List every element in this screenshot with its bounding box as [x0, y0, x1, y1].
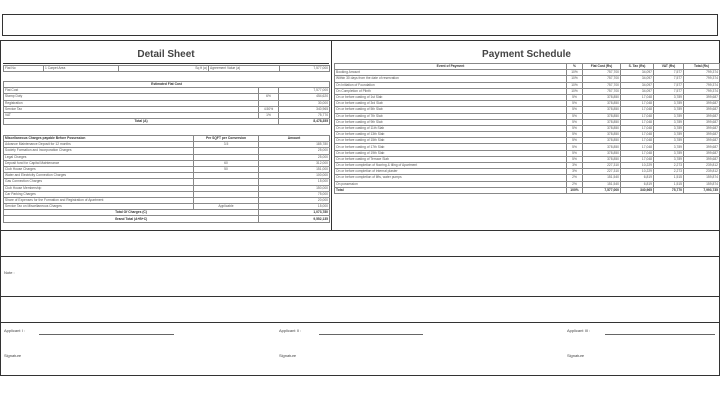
misc-charge-row-cell: 25,000: [259, 154, 330, 160]
payment-row-cell: 3%: [567, 169, 583, 175]
payment-row-cell: 7,577: [654, 70, 684, 76]
misc-charge-row-cell: Club House Charges: [4, 166, 194, 172]
applicant-2-line[interactable]: [319, 334, 423, 335]
payment-row-cell: 2,273: [654, 163, 684, 169]
sqft-label: Sq ft (a): [119, 66, 209, 72]
payment-row-cell: On or before casting of 13th Slab: [335, 132, 567, 138]
detail-sheet: [3, 43, 329, 228]
misc-charge-row-cell: 312,000: [259, 160, 330, 166]
payment-row-cell: 17,048: [621, 94, 654, 100]
payment-row-cell: 799,374: [684, 76, 720, 82]
estimated-cost-row-cell: Registration: [4, 100, 259, 106]
payment-row-cell: 7,577: [654, 88, 684, 94]
estimated-cost-row-cell: 340,965: [279, 106, 330, 112]
misc-charge-row-cell: Advance Maintenance Deposit for 12 months: [4, 142, 194, 148]
payment-row-cell: 5%: [567, 107, 583, 113]
payment-row-cell: 3,789: [654, 138, 684, 144]
payment-row-cell: 159,874: [684, 175, 720, 181]
payment-row-cell: 5%: [567, 119, 583, 125]
payment-row-cell: On or before casting of 3rd Slab: [335, 101, 567, 107]
payment-row-cell: 10%: [567, 76, 583, 82]
payment-row-cell: 757,700: [583, 70, 621, 76]
misc-charge-row-cell: Share of Expenses for the Formation and Registration of Apartment: [4, 197, 194, 203]
payment-row-cell: 3,789: [654, 113, 684, 119]
misc-charge-row-cell: 150,000: [259, 185, 330, 191]
payment-row-cell: Within 30 days from the date of reservation: [335, 76, 567, 82]
payment-row-cell: 399,687: [684, 101, 720, 107]
payment-row-cell: 3,789: [654, 132, 684, 138]
detail-sheet-title: Detail Sheet: [137, 49, 195, 60]
payment-row-cell: 378,850: [583, 113, 621, 119]
misc-header-description: Miscellaneous Charges payable Before Possession: [4, 136, 194, 142]
misc-charge-row-cell: Car Parking Charges: [4, 191, 194, 197]
payment-row-cell: 2%: [567, 181, 583, 187]
payment-row-cell: 757,700: [583, 88, 621, 94]
payment-row-cell: 17,048: [621, 138, 654, 144]
payment-row-cell: 399,687: [684, 119, 720, 125]
schedule-total-vat: 75,770: [654, 187, 684, 193]
applicant-3-label: Applicant III :: [567, 328, 591, 333]
payment-row-cell: Booking Amount: [335, 70, 567, 76]
payment-row-cell: 17,048: [621, 150, 654, 156]
note-top-divider: [1, 256, 719, 257]
payment-row-cell: 7,577: [654, 76, 684, 82]
misc-charges-table: [3, 135, 330, 223]
payment-row-cell: 17,048: [621, 125, 654, 131]
payment-row-cell: 227,310: [583, 163, 621, 169]
misc-charge-row-cell: 15,000: [259, 204, 330, 210]
payment-row-cell: 3,789: [654, 107, 684, 113]
payment-row-cell: On or before casting of 19th Slab: [335, 150, 567, 156]
payment-row-cell: 399,687: [684, 138, 720, 144]
payment-row-cell: 799,374: [684, 88, 720, 94]
payment-row-cell: 3,789: [654, 125, 684, 131]
payment-row-cell: 17,048: [621, 119, 654, 125]
payment-row-cell: On or before completion of flooring & tiling of Apartment: [335, 163, 567, 169]
payment-row-cell: On or before casting of 15th Slab: [335, 138, 567, 144]
payment-row-cell: 399,687: [684, 144, 720, 150]
misc-charge-row-cell: Society Formation and Incorporation Charges: [4, 148, 194, 154]
payment-row-cell: 3,789: [654, 94, 684, 100]
payment-row-cell: 378,850: [583, 94, 621, 100]
payment-row-cell: 17,048: [621, 107, 654, 113]
signature-3-label: Signature: [567, 353, 585, 358]
misc-charge-row-cell: 3.5: [194, 142, 259, 148]
misc-charge-row-cell: 100,000: [259, 173, 330, 179]
estimated-cost-row-cell: 7,577,000: [279, 88, 330, 94]
grand-total-value: 9,552,135: [259, 216, 330, 222]
payment-schedule-title: Payment Schedule: [482, 49, 571, 60]
misc-charge-row-cell: Legal Charges: [4, 154, 194, 160]
payment-row-cell: On possession: [335, 181, 567, 187]
payment-row-cell: 378,850: [583, 107, 621, 113]
applicant-1-label: Applicant I :: [4, 328, 25, 333]
payment-row-cell: 757,700: [583, 76, 621, 82]
payment-row-cell: On or before casting of 7th Slab: [335, 113, 567, 119]
misc-charge-row-cell: 75,000: [259, 191, 330, 197]
payment-row-cell: 3,789: [654, 144, 684, 150]
payment-row-cell: 378,850: [583, 156, 621, 162]
payment-row-cell: 2,273: [654, 169, 684, 175]
estimated-cost-row-cell: Stamp Duty: [4, 94, 259, 100]
schedule-header-vat: VAT (Rs): [654, 64, 684, 70]
applicant-3-line[interactable]: [605, 334, 715, 335]
payment-row-cell: On Completion of Plinth: [335, 88, 567, 94]
payment-row-cell: 399,687: [684, 94, 720, 100]
payment-row-cell: 7,577: [654, 82, 684, 88]
applicant-1-line[interactable]: [39, 334, 174, 335]
payment-row-cell: 151,540: [583, 181, 621, 187]
payment-row-cell: 5%: [567, 101, 583, 107]
top-title-bar: [2, 14, 718, 36]
payment-row-cell: 399,687: [684, 132, 720, 138]
estimated-cost-table: [3, 81, 330, 125]
payment-row-cell: 2%: [567, 175, 583, 181]
payment-row-cell: 399,687: [684, 107, 720, 113]
payment-row-cell: 6,819: [621, 181, 654, 187]
payment-row-cell: 34,097: [621, 70, 654, 76]
signature-2-label: Signature: [279, 353, 297, 358]
payment-row-cell: 151,540: [583, 175, 621, 181]
payment-row-cell: 378,850: [583, 119, 621, 125]
schedule-total-service-tax: 340,965: [621, 187, 654, 193]
misc-charge-row-cell: Service Tax on Miscellaneous Charges: [4, 204, 194, 210]
schedule-header-flat-cost: Flat Cost (Rs): [583, 64, 621, 70]
sheet-divider: [331, 41, 332, 230]
misc-charge-row-cell: Deposit fund for Capital Maintenance: [4, 160, 194, 166]
payment-row-cell: 378,850: [583, 132, 621, 138]
misc-header-amount: Amount: [259, 136, 330, 142]
payment-row-cell: On or before casting of 9th Slab: [335, 119, 567, 125]
payment-row-cell: 227,310: [583, 169, 621, 175]
misc-charge-row-cell: 25,000: [259, 148, 330, 154]
estimated-cost-row-cell: 75,770: [279, 112, 330, 118]
estimated-cost-row-cell: 1%: [259, 112, 279, 118]
misc-charge-row-cell: 20,000: [259, 197, 330, 203]
estimated-cost-row-cell: Service Tax: [4, 106, 259, 112]
payment-row-cell: 17,048: [621, 113, 654, 119]
applicant-divider: [1, 322, 719, 323]
payment-row-cell: 378,850: [583, 101, 621, 107]
payment-row-cell: 3,789: [654, 156, 684, 162]
payment-row-cell: 10%: [567, 70, 583, 76]
payment-row-cell: 378,850: [583, 125, 621, 131]
payment-schedule-table: [334, 63, 720, 194]
misc-charge-row-cell: Club House Membership: [4, 185, 194, 191]
document-frame: [0, 40, 720, 376]
signature-1-label: Signature: [4, 353, 22, 358]
payment-row-cell: On or before casting of 1st Slab: [335, 94, 567, 100]
estimated-cost-heading: Estimated Flat Cost: [4, 82, 330, 88]
estimated-cost-row-cell: VAT: [4, 112, 259, 118]
misc-charge-row-cell: 151,000: [259, 166, 330, 172]
payment-row-cell: 10,229: [621, 163, 654, 169]
payment-row-cell: 34,097: [621, 88, 654, 94]
misc-charge-row-cell: Applicable: [194, 204, 259, 210]
misc-charge-row-cell: Gas Connection Charges: [4, 179, 194, 185]
flat-no-label: Flat No: [4, 66, 44, 72]
payment-row-cell: On or before completion of internal plaster: [335, 169, 567, 175]
agreement-value: 7,577,000: [280, 66, 330, 72]
payment-row-cell: 5%: [567, 138, 583, 144]
payment-row-cell: 5%: [567, 113, 583, 119]
payment-row-cell: 757,700: [583, 82, 621, 88]
schedule-header-total: Total (Rs): [684, 64, 720, 70]
payment-row-cell: 3,789: [654, 101, 684, 107]
schedule-total-label: Total: [335, 187, 567, 193]
estimated-cost-row-cell: Flat Cost: [4, 88, 259, 94]
payment-row-cell: 378,850: [583, 138, 621, 144]
grand-total-label: Grand Total (A+B+C): [4, 216, 259, 222]
payment-row-cell: 3,789: [654, 150, 684, 156]
payment-row-cell: On or before casting of 5th Slab: [335, 107, 567, 113]
applicant-2-label: Applicant II :: [279, 328, 302, 333]
payment-row-cell: 10,229: [621, 169, 654, 175]
payment-row-cell: On or before casting of 11th Slab: [335, 125, 567, 131]
payment-row-cell: On or before completion of lifts, water pumps: [335, 175, 567, 181]
payment-row-cell: 1,515: [654, 181, 684, 187]
estimated-cost-row-cell: 30,000: [279, 100, 330, 106]
payment-row-cell: 5%: [567, 94, 583, 100]
schedule-total-amount: 7,993,735: [684, 187, 720, 193]
schedule-header-percent: %: [567, 64, 583, 70]
payment-row-cell: 17,048: [621, 132, 654, 138]
payment-row-cell: 239,812: [684, 163, 720, 169]
payment-row-cell: 5%: [567, 156, 583, 162]
schedule-total-percent: 100%: [567, 187, 583, 193]
payment-row-cell: 17,048: [621, 156, 654, 162]
payment-row-cell: 10%: [567, 88, 583, 94]
payment-row-cell: 10%: [567, 82, 583, 88]
payment-row-cell: On or before casting of Terrace Slab: [335, 156, 567, 162]
payment-row-cell: 5%: [567, 150, 583, 156]
misc-charge-row-cell: 15,000: [259, 179, 330, 185]
payment-row-cell: 378,850: [583, 150, 621, 156]
misc-header-rate: Per SQFT per Conversion: [194, 136, 259, 142]
payment-row-cell: 5%: [567, 125, 583, 131]
payment-row-cell: 34,097: [621, 82, 654, 88]
carpet-area-label: 1 Carpet Area: [44, 66, 119, 72]
payment-row-cell: On Initiation of Foundation: [335, 82, 567, 88]
estimated-total-label: Total (A): [4, 119, 279, 125]
payment-row-cell: 3,789: [654, 119, 684, 125]
payment-row-cell: 399,687: [684, 150, 720, 156]
tables-bottom-divider: [1, 230, 719, 231]
payment-row-cell: 17,048: [621, 101, 654, 107]
misc-total-value: 1,073,780: [259, 210, 330, 216]
payment-row-cell: 1,515: [654, 175, 684, 181]
note-label: Note :: [4, 270, 15, 275]
payment-schedule: [334, 43, 719, 228]
flat-info-row: [3, 65, 330, 72]
payment-row-cell: 5%: [567, 144, 583, 150]
schedule-header-event: Event of Payment: [335, 64, 567, 70]
schedule-header-service-tax: S. Tax (Rs): [621, 64, 654, 70]
note-bottom-divider: [1, 296, 719, 297]
misc-charge-row-cell: Water and Electricity Connection Charges: [4, 173, 194, 179]
schedule-total-flat-cost: 7,577,000: [583, 187, 621, 193]
payment-row-cell: 5%: [567, 132, 583, 138]
agreement-value-label: Agreement Value (a): [209, 66, 280, 72]
estimated-cost-row-cell: 454,620: [279, 94, 330, 100]
payment-row-cell: 799,374: [684, 70, 720, 76]
estimated-cost-row-cell: 6%: [259, 94, 279, 100]
estimated-total-value: 8,478,355: [279, 119, 330, 125]
misc-charge-row-cell: 60: [194, 160, 259, 166]
misc-charge-row-cell: 50: [194, 166, 259, 172]
payment-row-cell: 159,874: [684, 181, 720, 187]
payment-row-cell: On or before casting of 17th Slab: [335, 144, 567, 150]
payment-row-cell: 3%: [567, 163, 583, 169]
payment-row-cell: 399,687: [684, 125, 720, 131]
payment-row-cell: 34,097: [621, 76, 654, 82]
misc-charge-row-cell: 185,780: [259, 142, 330, 148]
payment-row-cell: 239,812: [684, 169, 720, 175]
payment-row-cell: 799,374: [684, 82, 720, 88]
misc-total-label: Total Of Charges (C): [4, 210, 259, 216]
payment-row-cell: 399,687: [684, 156, 720, 162]
estimated-cost-row-cell: 4.50%: [259, 106, 279, 112]
payment-row-cell: 6,819: [621, 175, 654, 181]
payment-row-cell: 399,687: [684, 113, 720, 119]
payment-row-cell: 378,850: [583, 144, 621, 150]
payment-row-cell: 17,048: [621, 144, 654, 150]
